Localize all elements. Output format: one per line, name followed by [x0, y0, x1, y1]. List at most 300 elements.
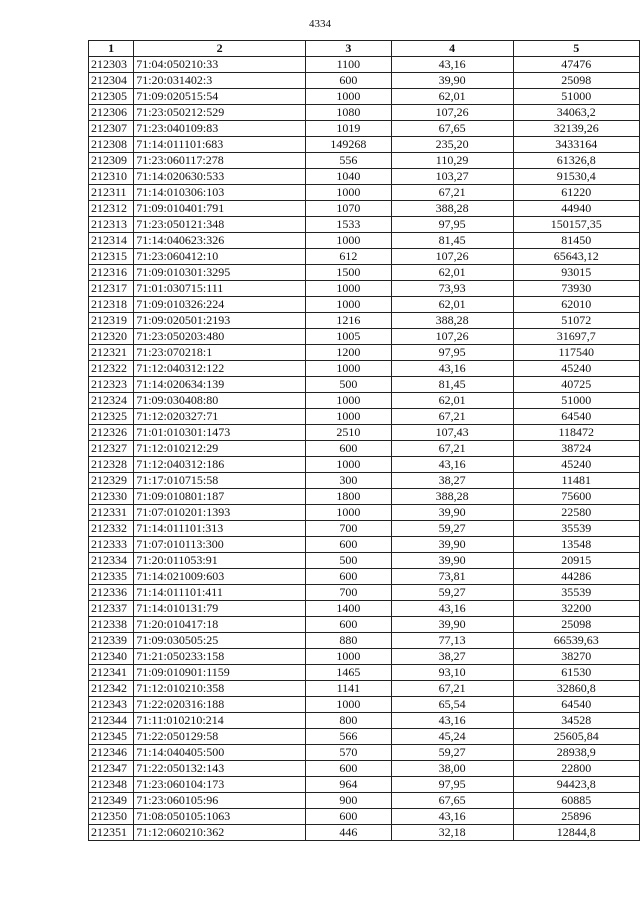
record-number-cell: 212323 — [89, 377, 134, 393]
rate-cell: 32,18 — [391, 825, 513, 841]
cadastral-number-cell: 71:23:060105:96 — [134, 793, 306, 809]
value-cell: 51000 — [513, 393, 640, 409]
cadastral-number-cell: 71:09:020501:2193 — [134, 313, 306, 329]
area-cell: 1000 — [306, 393, 391, 409]
value-cell: 38724 — [513, 441, 640, 457]
table-row — [89, 201, 640, 217]
rate-cell: 43,16 — [391, 809, 513, 825]
value-cell: 40725 — [513, 377, 640, 393]
area-cell: 1000 — [306, 233, 391, 249]
rate-cell: 388,28 — [391, 489, 513, 505]
record-number-cell: 212311 — [89, 185, 134, 201]
rate-cell: 62,01 — [391, 393, 513, 409]
rate-cell: 67,21 — [391, 409, 513, 425]
column-header-2: 2 — [134, 41, 306, 57]
table-row — [89, 377, 640, 393]
rate-cell: 38,00 — [391, 761, 513, 777]
cadastral-number-cell: 71:21:050233:158 — [134, 649, 306, 665]
value-cell: 118472 — [513, 425, 640, 441]
cadastral-number-cell: 71:14:011101:411 — [134, 585, 306, 601]
table-row — [89, 809, 640, 825]
table-row — [89, 217, 640, 233]
table-row — [89, 457, 640, 473]
table-row — [89, 793, 640, 809]
area-cell: 300 — [306, 473, 391, 489]
value-cell: 94423,8 — [513, 777, 640, 793]
table-body — [89, 57, 640, 841]
area-cell: 900 — [306, 793, 391, 809]
rate-cell: 77,13 — [391, 633, 513, 649]
record-number-cell: 212321 — [89, 345, 134, 361]
value-cell: 75600 — [513, 489, 640, 505]
record-number-cell: 212344 — [89, 713, 134, 729]
area-cell: 1019 — [306, 121, 391, 137]
record-number-cell: 212315 — [89, 249, 134, 265]
cadastral-number-cell: 71:23:050121:348 — [134, 217, 306, 233]
table-row — [89, 249, 640, 265]
table-row — [89, 425, 640, 441]
rate-cell: 93,10 — [391, 665, 513, 681]
table-row — [89, 537, 640, 553]
value-cell: 35539 — [513, 585, 640, 601]
area-cell: 570 — [306, 745, 391, 761]
area-cell: 800 — [306, 713, 391, 729]
table-row — [89, 585, 640, 601]
record-number-cell: 212305 — [89, 89, 134, 105]
area-cell: 700 — [306, 585, 391, 601]
cadastral-number-cell: 71:12:020327:71 — [134, 409, 306, 425]
record-number-cell: 212332 — [89, 521, 134, 537]
cadastral-number-cell: 71:20:010417:18 — [134, 617, 306, 633]
area-cell: 600 — [306, 617, 391, 633]
cadastral-number-cell: 71:09:010301:3295 — [134, 265, 306, 281]
area-cell: 500 — [306, 377, 391, 393]
value-cell: 64540 — [513, 409, 640, 425]
value-cell: 47476 — [513, 57, 640, 73]
value-cell: 3433164 — [513, 137, 640, 153]
record-number-cell: 212322 — [89, 361, 134, 377]
record-number-cell: 212310 — [89, 169, 134, 185]
cadastral-number-cell: 71:14:011101:313 — [134, 521, 306, 537]
area-cell: 1080 — [306, 105, 391, 121]
area-cell: 700 — [306, 521, 391, 537]
table-row — [89, 553, 640, 569]
record-number-cell: 212317 — [89, 281, 134, 297]
value-cell: 35539 — [513, 521, 640, 537]
value-cell: 93015 — [513, 265, 640, 281]
cadastral-number-cell: 71:09:030408:80 — [134, 393, 306, 409]
rate-cell: 62,01 — [391, 89, 513, 105]
rate-cell: 107,26 — [391, 249, 513, 265]
record-number-cell: 212303 — [89, 57, 134, 73]
value-cell: 62010 — [513, 297, 640, 313]
record-number-cell: 212304 — [89, 73, 134, 89]
value-cell: 13548 — [513, 537, 640, 553]
area-cell: 964 — [306, 777, 391, 793]
rate-cell: 67,21 — [391, 441, 513, 457]
column-header-1: 1 — [89, 41, 134, 57]
cadastral-number-cell: 71:14:010131:79 — [134, 601, 306, 617]
record-number-cell: 212316 — [89, 265, 134, 281]
value-cell: 51072 — [513, 313, 640, 329]
area-cell: 600 — [306, 537, 391, 553]
value-cell: 32200 — [513, 601, 640, 617]
cadastral-number-cell: 71:23:060117:278 — [134, 153, 306, 169]
record-number-cell: 212330 — [89, 489, 134, 505]
record-number-cell: 212342 — [89, 681, 134, 697]
area-cell: 600 — [306, 761, 391, 777]
cadastral-number-cell: 71:09:010901:1159 — [134, 665, 306, 681]
table-row — [89, 281, 640, 297]
value-cell: 81450 — [513, 233, 640, 249]
cadastral-number-cell: 71:14:010306:103 — [134, 185, 306, 201]
rate-cell: 43,16 — [391, 57, 513, 73]
record-number-cell: 212328 — [89, 457, 134, 473]
value-cell: 22800 — [513, 761, 640, 777]
rate-cell: 43,16 — [391, 713, 513, 729]
rate-cell: 43,16 — [391, 601, 513, 617]
cadastral-number-cell: 71:22:020316:188 — [134, 697, 306, 713]
area-cell: 1000 — [306, 89, 391, 105]
record-number-cell: 212329 — [89, 473, 134, 489]
record-number-cell: 212306 — [89, 105, 134, 121]
cadastral-number-cell: 71:09:030505:25 — [134, 633, 306, 649]
record-number-cell: 212351 — [89, 825, 134, 841]
area-cell: 500 — [306, 553, 391, 569]
area-cell: 1533 — [306, 217, 391, 233]
value-cell: 34063,2 — [513, 105, 640, 121]
record-number-cell: 212334 — [89, 553, 134, 569]
record-number-cell: 212341 — [89, 665, 134, 681]
record-number-cell: 212313 — [89, 217, 134, 233]
rate-cell: 65,54 — [391, 697, 513, 713]
rate-cell: 97,95 — [391, 777, 513, 793]
rate-cell: 81,45 — [391, 377, 513, 393]
table-row — [89, 665, 640, 681]
cadastral-number-cell: 71:22:050129:58 — [134, 729, 306, 745]
value-cell: 91530,4 — [513, 169, 640, 185]
cadastral-number-cell: 71:23:060104:173 — [134, 777, 306, 793]
area-cell: 1000 — [306, 697, 391, 713]
cadastral-number-cell: 71:09:010401:791 — [134, 201, 306, 217]
record-number-cell: 212331 — [89, 505, 134, 521]
value-cell: 61220 — [513, 185, 640, 201]
area-cell: 1070 — [306, 201, 391, 217]
rate-cell: 39,90 — [391, 537, 513, 553]
rate-cell: 67,21 — [391, 185, 513, 201]
value-cell: 34528 — [513, 713, 640, 729]
value-cell: 20915 — [513, 553, 640, 569]
table-row — [89, 393, 640, 409]
rate-cell: 39,90 — [391, 505, 513, 521]
table-row — [89, 745, 640, 761]
rate-cell: 81,45 — [391, 233, 513, 249]
area-cell: 600 — [306, 73, 391, 89]
rate-cell: 235,20 — [391, 137, 513, 153]
table-row — [89, 137, 640, 153]
rate-cell: 107,43 — [391, 425, 513, 441]
table-row — [89, 713, 640, 729]
record-number-cell: 212337 — [89, 601, 134, 617]
value-cell: 44940 — [513, 201, 640, 217]
area-cell: 1000 — [306, 281, 391, 297]
value-cell: 38270 — [513, 649, 640, 665]
table-row — [89, 729, 640, 745]
record-number-cell: 212308 — [89, 137, 134, 153]
table-header-row — [89, 41, 640, 57]
cadastral-number-cell: 71:09:010801:187 — [134, 489, 306, 505]
area-cell: 1000 — [306, 505, 391, 521]
table-row — [89, 473, 640, 489]
record-number-cell: 212349 — [89, 793, 134, 809]
record-number-cell: 212340 — [89, 649, 134, 665]
cadastral-number-cell: 71:07:010113:300 — [134, 537, 306, 553]
area-cell: 1000 — [306, 649, 391, 665]
record-number-cell: 212318 — [89, 297, 134, 313]
table-row — [89, 297, 640, 313]
table-row — [89, 57, 640, 73]
rate-cell: 62,01 — [391, 265, 513, 281]
cadastral-number-cell: 71:23:040109:83 — [134, 121, 306, 137]
record-number-cell: 212325 — [89, 409, 134, 425]
column-header-5: 5 — [513, 41, 640, 57]
cadastral-number-cell: 71:07:010201:1393 — [134, 505, 306, 521]
record-number-cell: 212343 — [89, 697, 134, 713]
rate-cell: 43,16 — [391, 361, 513, 377]
table-row — [89, 233, 640, 249]
cadastral-number-cell: 71:12:060210:362 — [134, 825, 306, 841]
value-cell: 61530 — [513, 665, 640, 681]
cadastral-number-cell: 71:17:010715:58 — [134, 473, 306, 489]
value-cell: 25896 — [513, 809, 640, 825]
cadastral-number-cell: 71:23:050203:480 — [134, 329, 306, 345]
column-header-3: 3 — [306, 41, 391, 57]
record-number-cell: 212314 — [89, 233, 134, 249]
record-number-cell: 212326 — [89, 425, 134, 441]
area-cell: 446 — [306, 825, 391, 841]
rate-cell: 103,27 — [391, 169, 513, 185]
table-row — [89, 121, 640, 137]
rate-cell: 67,65 — [391, 793, 513, 809]
rate-cell: 62,01 — [391, 297, 513, 313]
table-row — [89, 489, 640, 505]
table-row — [89, 265, 640, 281]
area-cell: 600 — [306, 809, 391, 825]
rate-cell: 39,90 — [391, 553, 513, 569]
table-row — [89, 345, 640, 361]
rate-cell: 39,90 — [391, 73, 513, 89]
area-cell: 1141 — [306, 681, 391, 697]
rate-cell: 73,81 — [391, 569, 513, 585]
area-cell: 1800 — [306, 489, 391, 505]
record-number-cell: 212346 — [89, 745, 134, 761]
table-row — [89, 409, 640, 425]
cadastral-number-cell: 71:22:050132:143 — [134, 761, 306, 777]
table-row — [89, 89, 640, 105]
value-cell: 150157,35 — [513, 217, 640, 233]
area-cell: 880 — [306, 633, 391, 649]
cadastral-number-cell: 71:14:040623:326 — [134, 233, 306, 249]
record-number-cell: 212312 — [89, 201, 134, 217]
rate-cell: 97,95 — [391, 345, 513, 361]
value-cell: 66539,63 — [513, 633, 640, 649]
table-row — [89, 777, 640, 793]
area-cell: 1000 — [306, 297, 391, 313]
record-number-cell: 212339 — [89, 633, 134, 649]
table-row — [89, 169, 640, 185]
value-cell: 25605,84 — [513, 729, 640, 745]
record-number-cell: 212309 — [89, 153, 134, 169]
area-cell: 600 — [306, 569, 391, 585]
area-cell: 1100 — [306, 57, 391, 73]
table-row — [89, 633, 640, 649]
cadastral-number-cell: 71:01:010301:1473 — [134, 425, 306, 441]
rate-cell: 59,27 — [391, 745, 513, 761]
value-cell: 12844,8 — [513, 825, 640, 841]
area-cell: 566 — [306, 729, 391, 745]
rate-cell: 97,95 — [391, 217, 513, 233]
rate-cell: 38,27 — [391, 473, 513, 489]
record-number-cell: 212307 — [89, 121, 134, 137]
cadastral-number-cell: 71:23:060412:10 — [134, 249, 306, 265]
area-cell: 1500 — [306, 265, 391, 281]
area-cell: 556 — [306, 153, 391, 169]
value-cell: 25098 — [513, 73, 640, 89]
value-cell: 31697,7 — [513, 329, 640, 345]
rate-cell: 73,93 — [391, 281, 513, 297]
record-number-cell: 212320 — [89, 329, 134, 345]
area-cell: 149268 — [306, 137, 391, 153]
value-cell: 32860,8 — [513, 681, 640, 697]
rate-cell: 43,16 — [391, 457, 513, 473]
table-row — [89, 761, 640, 777]
record-number-cell: 212350 — [89, 809, 134, 825]
record-number-cell: 212335 — [89, 569, 134, 585]
value-cell: 22580 — [513, 505, 640, 521]
table-row — [89, 185, 640, 201]
area-cell: 1400 — [306, 601, 391, 617]
land-plots-table — [88, 40, 640, 841]
value-cell: 45240 — [513, 457, 640, 473]
value-cell: 65643,12 — [513, 249, 640, 265]
cadastral-number-cell: 71:08:050105:1063 — [134, 809, 306, 825]
cadastral-number-cell: 71:12:010210:358 — [134, 681, 306, 697]
rate-cell: 38,27 — [391, 649, 513, 665]
record-number-cell: 212336 — [89, 585, 134, 601]
cadastral-number-cell: 71:09:010326:224 — [134, 297, 306, 313]
cadastral-number-cell: 71:12:040312:122 — [134, 361, 306, 377]
cadastral-number-cell: 71:14:020630:533 — [134, 169, 306, 185]
cadastral-number-cell: 71:12:040312:186 — [134, 457, 306, 473]
rate-cell: 107,26 — [391, 105, 513, 121]
value-cell: 25098 — [513, 617, 640, 633]
value-cell: 45240 — [513, 361, 640, 377]
value-cell: 28938,9 — [513, 745, 640, 761]
cadastral-number-cell: 71:12:010212:29 — [134, 441, 306, 457]
table-row — [89, 681, 640, 697]
cadastral-number-cell: 71:23:050212:529 — [134, 105, 306, 121]
record-number-cell: 212347 — [89, 761, 134, 777]
record-number-cell: 212324 — [89, 393, 134, 409]
table-row — [89, 825, 640, 841]
area-cell: 1000 — [306, 457, 391, 473]
value-cell: 60885 — [513, 793, 640, 809]
record-number-cell: 212319 — [89, 313, 134, 329]
rate-cell: 110,29 — [391, 153, 513, 169]
value-cell: 11481 — [513, 473, 640, 489]
area-cell: 1040 — [306, 169, 391, 185]
cadastral-number-cell: 71:04:050210:33 — [134, 57, 306, 73]
table-row — [89, 569, 640, 585]
table-row — [89, 361, 640, 377]
cadastral-number-cell: 71:23:070218:1 — [134, 345, 306, 361]
column-header-4: 4 — [391, 41, 513, 57]
table-row — [89, 617, 640, 633]
value-cell: 44286 — [513, 569, 640, 585]
rate-cell: 388,28 — [391, 201, 513, 217]
area-cell: 1216 — [306, 313, 391, 329]
area-cell: 1005 — [306, 329, 391, 345]
rate-cell: 39,90 — [391, 617, 513, 633]
cadastral-number-cell: 71:09:020515:54 — [134, 89, 306, 105]
table-row — [89, 73, 640, 89]
area-cell: 1000 — [306, 185, 391, 201]
rate-cell: 107,26 — [391, 329, 513, 345]
cadastral-number-cell: 71:14:021009:603 — [134, 569, 306, 585]
rate-cell: 45,24 — [391, 729, 513, 745]
rate-cell: 67,21 — [391, 681, 513, 697]
cadastral-number-cell: 71:14:020634:139 — [134, 377, 306, 393]
table-row — [89, 521, 640, 537]
table-row — [89, 601, 640, 617]
value-cell: 64540 — [513, 697, 640, 713]
table-row — [89, 329, 640, 345]
table-row — [89, 649, 640, 665]
value-cell: 32139,26 — [513, 121, 640, 137]
table-row — [89, 441, 640, 457]
area-cell: 2510 — [306, 425, 391, 441]
area-cell: 600 — [306, 441, 391, 457]
area-cell: 1200 — [306, 345, 391, 361]
table-row — [89, 153, 640, 169]
cadastral-number-cell: 71:20:031402:3 — [134, 73, 306, 89]
area-cell: 1465 — [306, 665, 391, 681]
page-number: 4334 — [309, 18, 331, 30]
cadastral-number-cell: 71:11:010210:214 — [134, 713, 306, 729]
record-number-cell: 212345 — [89, 729, 134, 745]
cadastral-number-cell: 71:14:011101:683 — [134, 137, 306, 153]
table-row — [89, 505, 640, 521]
table-row — [89, 313, 640, 329]
value-cell: 73930 — [513, 281, 640, 297]
rate-cell: 388,28 — [391, 313, 513, 329]
value-cell: 117540 — [513, 345, 640, 361]
rate-cell: 59,27 — [391, 521, 513, 537]
cadastral-number-cell: 71:01:030715:111 — [134, 281, 306, 297]
rate-cell: 59,27 — [391, 585, 513, 601]
table-row — [89, 697, 640, 713]
area-cell: 612 — [306, 249, 391, 265]
table-row — [89, 105, 640, 121]
cadastral-number-cell: 71:20:011053:91 — [134, 553, 306, 569]
value-cell: 61326,8 — [513, 153, 640, 169]
record-number-cell: 212327 — [89, 441, 134, 457]
area-cell: 1000 — [306, 409, 391, 425]
record-number-cell: 212338 — [89, 617, 134, 633]
value-cell: 51000 — [513, 89, 640, 105]
cadastral-number-cell: 71:14:040405:500 — [134, 745, 306, 761]
rate-cell: 67,65 — [391, 121, 513, 137]
